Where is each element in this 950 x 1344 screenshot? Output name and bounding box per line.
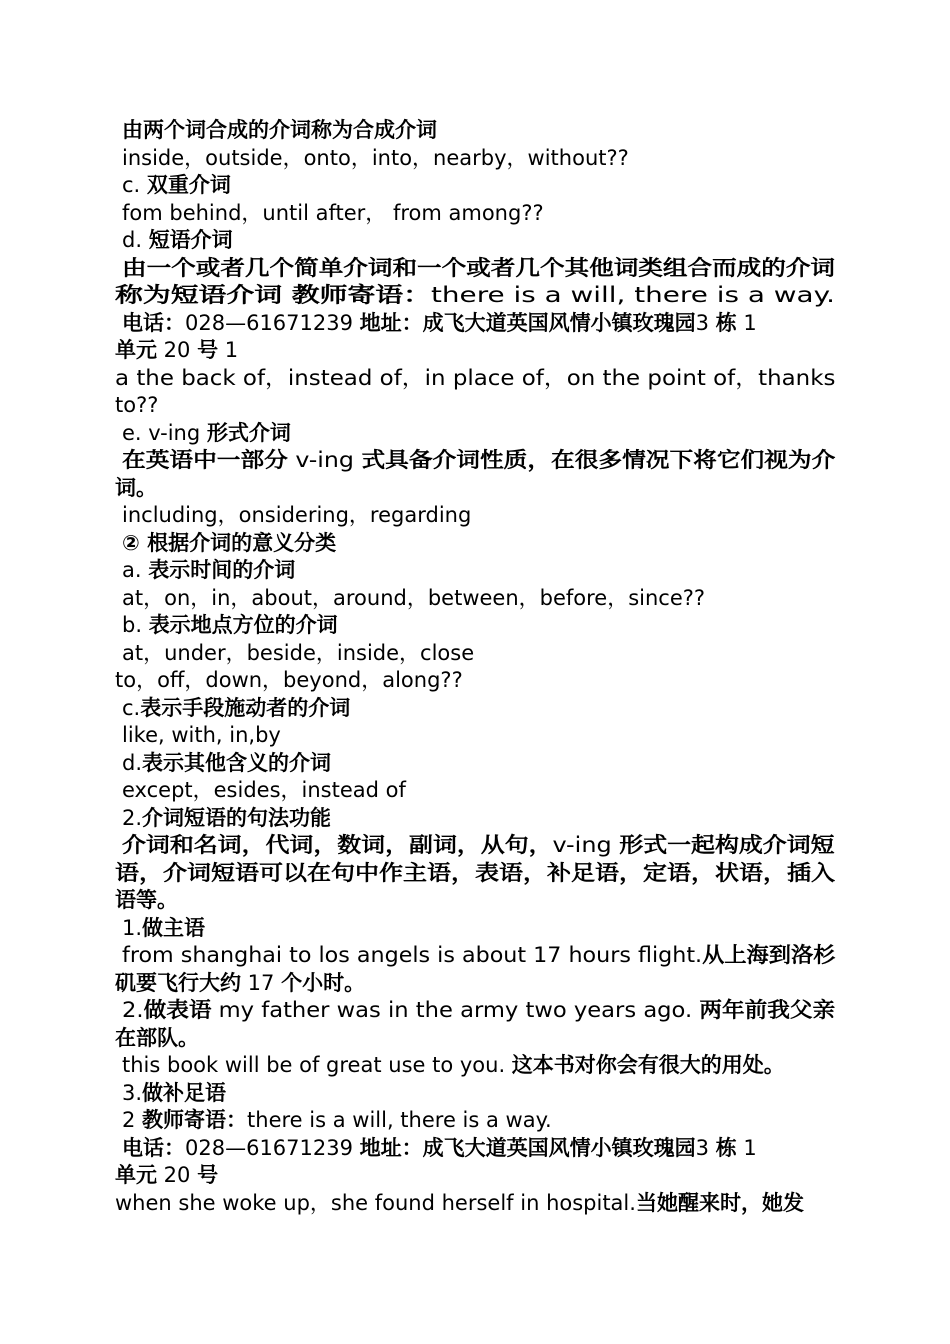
text-line: [122, 941, 835, 969]
text-line: [115, 281, 835, 309]
text-line: [122, 199, 544, 227]
text-run: 2.: [122, 998, 144, 1022]
bold-text-run: 式具备介词性质，在很多情况下将它们视为介: [361, 448, 836, 472]
text-line: [115, 1024, 199, 1052]
bold-text-run: 介词短语的句法功能: [142, 805, 332, 830]
text-line: [115, 1161, 218, 1189]
text-line: [122, 611, 338, 639]
text-run: my father was in the army two years ago.: [211, 998, 700, 1022]
text-run: 1.: [122, 915, 143, 940]
text-line: [122, 419, 291, 447]
bold-text-run: 表示时间的介词: [148, 558, 296, 582]
text-line: [122, 831, 835, 859]
text-run: this book will be of great use to you.: [122, 1053, 512, 1077]
bold-text-run: 地址：成飞大道英国风情小镇玫瑰园: [359, 1135, 696, 1160]
bold-text-run: 从上海到洛杉: [702, 943, 836, 967]
text-run: d.: [122, 750, 143, 775]
text-line: [122, 914, 205, 942]
bold-text-run: 由两个词合成的介词称为合成介词: [122, 118, 437, 142]
bold-text-run: 号: [197, 1163, 219, 1187]
text-line: [115, 969, 365, 997]
text-line: [122, 1051, 785, 1079]
text-run: e. v-ing: [122, 420, 207, 445]
text-line: [122, 1134, 757, 1162]
text-run: fom behind，until after， from among??: [122, 200, 544, 225]
text-run: 20: [157, 1163, 198, 1187]
text-line: [122, 309, 757, 337]
text-line: [115, 336, 238, 364]
bold-text-run: 栋: [715, 310, 737, 335]
text-run: there is a will, there is a way.: [247, 1108, 552, 1132]
text-run: b.: [122, 613, 149, 637]
text-run: a.: [122, 558, 149, 582]
bold-text-run: 单元: [115, 1163, 157, 1187]
bold-text-run: 双重介词: [146, 173, 231, 197]
text-run: inside，outside，onto，into，nearby，without??: [122, 145, 629, 170]
text-run: 2.: [122, 805, 143, 830]
text-line: [122, 996, 835, 1024]
text-line: [122, 254, 835, 282]
bold-text-run: 两年前我父亲: [699, 998, 836, 1022]
text-run: 3: [695, 310, 716, 335]
text-run: d.: [122, 228, 149, 252]
text-run: 3: [695, 1135, 716, 1160]
text-line: [122, 144, 629, 172]
text-line: [115, 474, 157, 502]
bold-text-run: 词。: [115, 475, 157, 500]
text-line: [122, 556, 295, 584]
bold-text-run: 称为短语介词 教师寄语：: [115, 283, 431, 307]
text-run: to，off，down，beyond，along??: [115, 668, 463, 692]
text-line: [122, 446, 835, 474]
text-run: at，under，beside，inside，close: [122, 640, 475, 665]
text-line: [122, 529, 336, 557]
bold-text-run: 形式一起构成介词短: [619, 833, 835, 857]
bold-text-run: 在部队。: [115, 1025, 199, 1050]
bold-text-run: 做主语: [142, 915, 206, 940]
bold-text-run: 电话：: [122, 310, 185, 335]
text-line: [122, 501, 471, 529]
bold-text-run: 个小时。: [281, 970, 366, 995]
text-run: at，on，in，about，around，between，before，since??: [122, 585, 706, 610]
text-line: [122, 584, 705, 612]
bold-text-run: 做表语: [143, 998, 212, 1022]
text-run: c.: [122, 695, 141, 720]
text-line: [122, 804, 331, 832]
bold-text-run: 语，介词短语可以在句中作主语，表语，补足语，定语，状语，插入: [115, 860, 836, 885]
bold-text-run: 这本书对你会有很大的用处。: [511, 1053, 785, 1077]
text-line: [115, 859, 835, 887]
bold-text-run: 号: [197, 338, 219, 362]
text-run: c.: [122, 173, 147, 197]
text-run: a the back of，instead of，in place of，on the point of，thanks: [115, 365, 836, 390]
bold-text-run: 电话：: [122, 1135, 185, 1160]
bold-text-run: 表示其他含义的介词: [142, 750, 332, 775]
text-line: [122, 116, 437, 144]
bold-text-run: 表示手段施动者的介词: [140, 695, 351, 720]
text-run: v-ing: [552, 833, 620, 857]
text-run: 2: [122, 1108, 143, 1132]
bold-text-run: 语等。: [115, 888, 178, 912]
bold-text-run: 教师寄语：: [142, 1108, 248, 1132]
text-line: [115, 391, 158, 419]
text-run: to??: [115, 393, 159, 417]
text-run: 1: [218, 338, 239, 362]
text-run: 028—61671239: [185, 1135, 360, 1160]
bold-text-run: ② 根据介词的意义分类: [122, 530, 337, 555]
bold-text-run: 短语介词: [148, 228, 233, 252]
text-run: except，esides，instead of: [122, 778, 406, 802]
text-line: [122, 721, 281, 749]
text-run: v-ing: [287, 448, 362, 472]
text-run: 3.: [122, 1080, 143, 1105]
text-run: like, with, in,by: [122, 723, 281, 747]
bold-text-run: 由一个或者几个简单介词和一个或者几个其他词类组合而成的介词: [122, 255, 835, 280]
bold-text-run: 当她醒来时，她发: [635, 1190, 804, 1215]
bold-text-run: 矶要飞行大约: [115, 970, 241, 995]
text-line: [122, 1106, 552, 1134]
text-run: 028—61671239: [185, 310, 360, 335]
text-line: [115, 364, 835, 392]
text-line: [115, 1189, 804, 1217]
text-line: [122, 171, 231, 199]
text-line: [122, 694, 350, 722]
text-run: including，onsidering，regarding: [122, 503, 472, 527]
bold-text-run: 单元: [115, 338, 157, 362]
text-line: [122, 639, 474, 667]
text-line: [122, 1079, 226, 1107]
text-run: 20: [157, 338, 198, 362]
bold-text-run: 在英语中一部分: [122, 448, 288, 472]
text-run: 17: [241, 970, 282, 995]
text-line: [122, 776, 406, 804]
text-run: when she woke up，she found herself in hospital.: [115, 1190, 636, 1215]
text-line: [122, 749, 331, 777]
bold-text-run: 介词和名词，代词，数词，副词，从句，: [122, 833, 553, 857]
text-run: there is a will, there is a way.: [430, 283, 835, 307]
text-run: 1: [736, 1135, 757, 1160]
text-line: [122, 226, 233, 254]
bold-text-run: 做补足语: [142, 1080, 227, 1105]
bold-text-run: 栋: [715, 1135, 737, 1160]
text-line: [115, 666, 463, 694]
bold-text-run: 地址：成飞大道英国风情小镇玫瑰园: [359, 310, 696, 335]
text-line: [115, 886, 178, 914]
text-run: 1: [736, 310, 757, 335]
text-run: from shanghai to los angels is about 17 hours flight.: [122, 943, 703, 967]
bold-text-run: 表示地点方位的介词: [148, 613, 338, 637]
bold-text-run: 形式介词: [206, 420, 291, 445]
